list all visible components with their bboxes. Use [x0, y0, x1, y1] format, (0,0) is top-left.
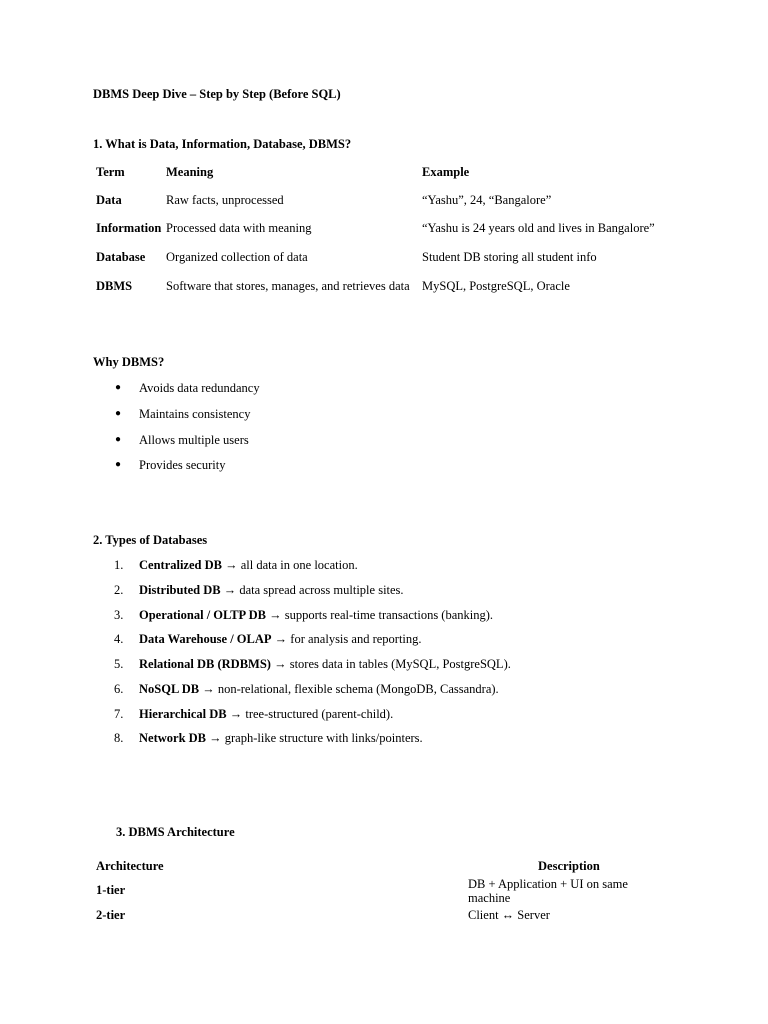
term-cell: Database — [96, 250, 146, 264]
section3-heading: 3. DBMS Architecture — [116, 825, 235, 839]
db-type-desc: → graph-like structure with links/pointers. — [206, 731, 423, 745]
list-item-text: Provides security — [139, 458, 226, 472]
description-cell: Client ↔ Server — [468, 908, 550, 922]
meaning-cell: Software that stores, manages, and retrieves data — [166, 279, 410, 293]
db-type-term: Data Warehouse / OLAP — [139, 632, 272, 646]
bullet-icon: ● — [115, 408, 122, 419]
architecture-cell: 2-tier — [96, 908, 126, 922]
db-type-desc: → tree-structured (parent-child). — [226, 707, 394, 721]
db-type-term: Centralized DB — [139, 558, 222, 572]
term-cell: Data — [96, 193, 122, 207]
meaning-cell: Organized collection of data — [166, 250, 308, 264]
list-number: 6. — [114, 682, 124, 696]
example-cell: “Yashu is 24 years old and lives in Bangalore” — [422, 221, 655, 235]
db-type-desc: → for analysis and reporting. — [271, 632, 422, 646]
db-type-term: Network DB — [139, 731, 207, 745]
list-number: 2. — [114, 583, 124, 597]
table-header-architecture: Architecture — [96, 859, 164, 873]
bullet-icon: ● — [115, 459, 122, 470]
description-cell-continued: machine — [468, 891, 511, 905]
description-cell: DB + Application + UI on same — [468, 877, 628, 891]
list-number: 3. — [114, 608, 124, 622]
example-cell: Student DB storing all student info — [422, 250, 597, 264]
db-type-term: Relational DB (RDBMS) — [139, 657, 271, 671]
example-cell: “Yashu”, 24, “Bangalore” — [422, 193, 552, 207]
section1-heading: 1. What is Data, Information, Database, DBMS? — [93, 137, 352, 151]
list-number: 1. — [114, 558, 124, 572]
list-item-text: Maintains consistency — [139, 407, 251, 421]
list-item-text: Avoids data redundancy — [139, 381, 260, 395]
db-type-term: Operational / OLTP DB — [139, 608, 266, 622]
section2-heading: 2. Types of Databases — [93, 533, 208, 547]
list-number: 8. — [114, 731, 124, 745]
db-type-desc: → stores data in tables (MySQL, PostgreSQL). — [270, 657, 511, 671]
list-item-text: Allows multiple users — [139, 433, 249, 447]
meaning-cell: Raw facts, unprocessed — [166, 193, 284, 207]
table-header-description: Description — [538, 859, 600, 873]
list-number: 7. — [114, 707, 124, 721]
db-type-term: Hierarchical DB — [139, 707, 227, 721]
table-header-example: Example — [422, 165, 470, 179]
why-heading: Why DBMS? — [93, 355, 165, 369]
db-type-term: NoSQL DB — [139, 682, 200, 696]
table-header-meaning: Meaning — [166, 165, 214, 179]
term-cell: Information — [96, 221, 162, 235]
bullet-icon: ● — [115, 434, 122, 445]
db-type-term: Distributed DB — [139, 583, 221, 597]
db-type-desc: → non-relational, flexible schema (MongoDB, Cassandra). — [199, 682, 499, 696]
example-cell: MySQL, PostgreSQL, Oracle — [422, 279, 570, 293]
term-cell: DBMS — [96, 279, 133, 293]
table-header-term: Term — [96, 165, 125, 179]
list-number: 5. — [114, 657, 124, 671]
db-type-desc: → supports real-time transactions (banking). — [266, 608, 494, 622]
document-title: DBMS Deep Dive – Step by Step (Before SQL) — [93, 87, 341, 101]
meaning-cell: Processed data with meaning — [166, 221, 312, 235]
db-type-desc: → data spread across multiple sites. — [220, 583, 404, 597]
list-number: 4. — [114, 632, 124, 646]
architecture-cell: 1-tier — [96, 883, 126, 897]
bullet-icon: ● — [115, 382, 122, 393]
db-type-desc: → all data in one location. — [221, 558, 358, 572]
